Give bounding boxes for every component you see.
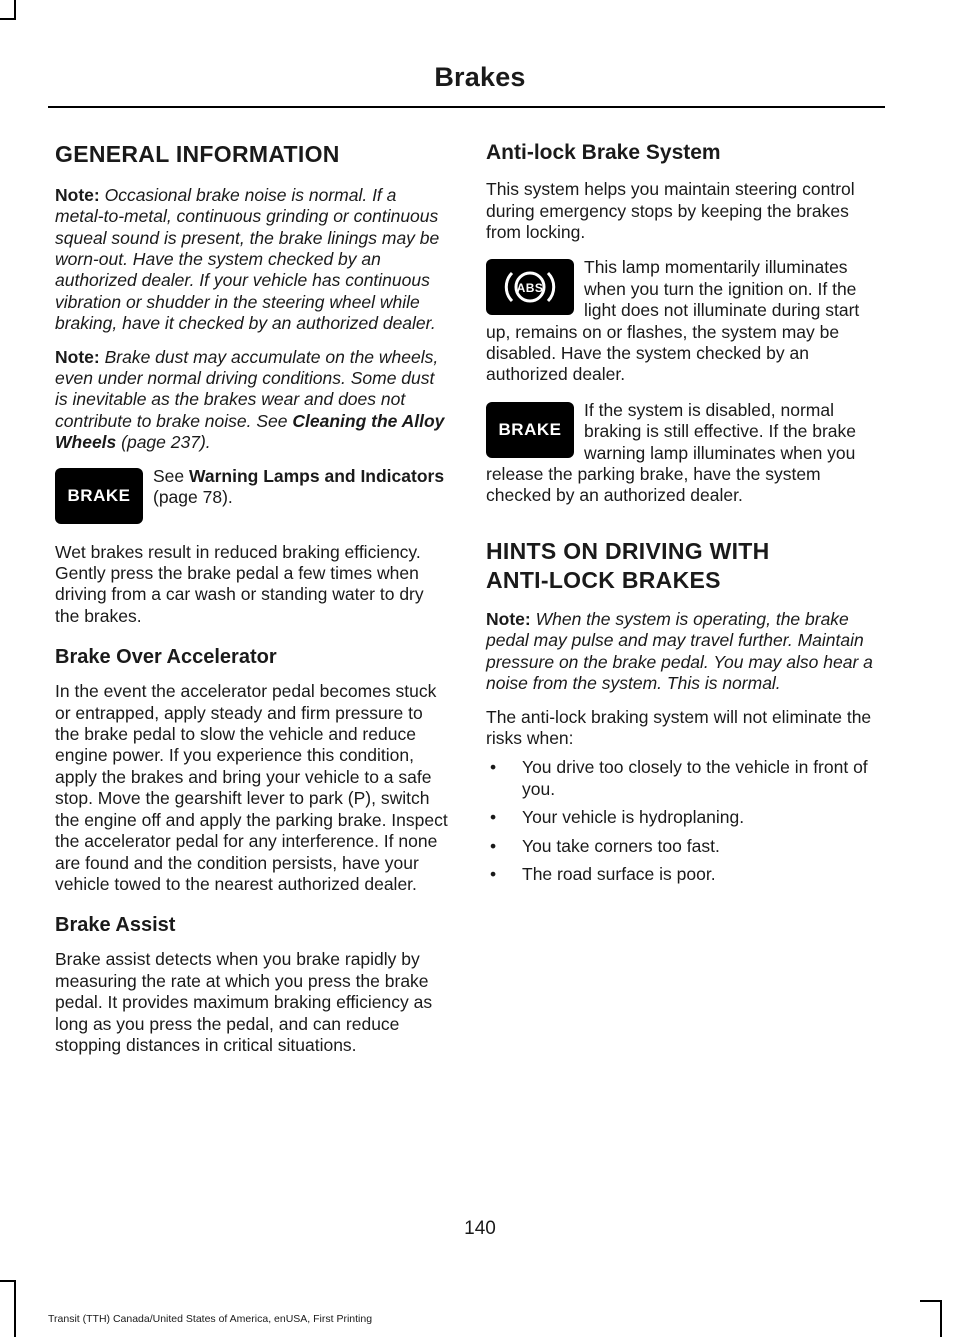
page-title: Brakes xyxy=(434,62,526,92)
brake-lamp-label: BRAKE xyxy=(498,419,562,439)
brake-over-accelerator-heading: Brake Over Accelerator xyxy=(55,646,277,669)
brake-lamp-text: If the system is disabled, normal braking is still effective. If the brake warning lamp illuminates when you release the parking brake, have the system checked by an authorized dealer. xyxy=(486,399,857,506)
page-reference: (page 78). xyxy=(153,487,233,508)
note-label: Note: xyxy=(55,184,100,205)
page-reference: (page 237). xyxy=(116,432,211,453)
crop-mark xyxy=(14,0,16,20)
brake-lamp-section xyxy=(486,400,881,507)
list-item: • You take corners too fast. xyxy=(486,836,881,857)
note-label: Note: xyxy=(486,608,531,629)
risks-intro-text: The anti-lock braking system will not eliminate the risks when: xyxy=(486,706,872,748)
note-text: Brake dust may accumulate on the wheels, even under normal driving conditions. Some dust is inevitable as the brakes wear and does not contribute to brake noise. See xyxy=(55,346,439,431)
list-item: • You drive too closely to the vehicle in front of you. xyxy=(486,757,881,800)
brake-lamp-label: BRAKE xyxy=(67,485,131,505)
crop-mark xyxy=(14,1280,16,1337)
crop-mark xyxy=(940,1300,942,1337)
abs-warning-lamp-icon xyxy=(486,259,574,315)
brake-warning-lamp-icon xyxy=(55,468,143,524)
crop-mark xyxy=(0,1280,16,1282)
abs-intro-text: This system helps you maintain steering control during emergency stops by keeping the brakes from locking. xyxy=(486,179,855,242)
footer-text: Transit (TTH) Canada/United States of America, enUSA, First Printing xyxy=(48,1313,373,1325)
wet-brakes-text: Wet brakes result in reduced braking efficiency. Gently press the brake pedal a few times when driving from a car wash or standing water to dry the brakes. xyxy=(55,541,424,626)
hints-abs-heading: HINTS ON DRIVING WITH ANTI-LOCK BRAKES xyxy=(486,537,770,593)
abs-icon xyxy=(501,264,559,310)
see-text: See xyxy=(153,465,189,486)
brake-assist-text: Brake assist detects when you brake rapidly by measuring the rate at which you press the brake pedal. It provides maximum braking efficiency as long as you press the pedal, and can reduce stopping distances in critical situations. xyxy=(55,949,433,1055)
left-column xyxy=(55,140,448,1066)
crop-mark xyxy=(0,18,16,20)
note-brake-noise xyxy=(55,185,448,335)
cleaning-alloy-wheels-link[interactable]: Cleaning the Alloy Wheels xyxy=(55,410,445,453)
warning-lamps-link[interactable]: Warning Lamps and Indicators xyxy=(189,465,445,486)
note-label: Note: xyxy=(55,346,100,367)
abs-icon-label: ABS xyxy=(516,281,544,296)
brake-assist-heading: Brake Assist xyxy=(55,914,176,937)
brake-over-accelerator-text: In the event the accelerator pedal becomes stuck or entrapped, apply steady and firm pressure to the brake pedal to slow the vehicle and reduce engine power. If you experience this condition, apply the brakes and bring your vehicle to a safe stop. Move the gearshift lever to park (P), switch the engine off and apply the parking brake. Inspect the accelerator pedal for any interference. If none are found and the condition persists, have your vehicle towed to the nearest authorized dealer. xyxy=(55,681,448,894)
risks-list xyxy=(486,757,881,885)
note-text: Occasional brake noise is normal. If a metal-to-metal, continuous grinding or continuous squeal sound is present, the brake linings may be worn-out. Have the system checked by an authorized dealer. If your vehicle has continuous vibration or shudder in the steering wheel while braking, have it checked by an authorized dealer. xyxy=(55,184,440,334)
anti-lock-brake-system-heading: Anti-lock Brake System xyxy=(486,141,721,164)
list-item: • Your vehicle is hydroplaning. xyxy=(486,807,881,828)
list-item: • The road surface is poor. xyxy=(486,864,881,885)
page-number: 140 xyxy=(464,1218,496,1239)
note-text: When the system is operating, the brake pedal may pulse and may travel further. Maintain pressure on the brake pedal. You may also hear a noise from the system. This is normal. xyxy=(486,608,873,694)
crop-mark xyxy=(920,1300,942,1302)
brake-warning-lamp-icon xyxy=(486,402,574,458)
abs-lamp-text: This lamp momentarily illuminates when you turn the ignition on. If the light does not illuminate during start up, remains on or flashes, the system may be disabled. Have the system checked by an authorized dealer. xyxy=(486,257,860,385)
abs-lamp-section xyxy=(486,257,881,385)
general-information-heading: GENERAL INFORMATION xyxy=(55,141,340,167)
note-brake-dust xyxy=(55,347,448,454)
warning-lamp-reference xyxy=(55,466,448,528)
note-abs-operating xyxy=(486,609,881,695)
header-divider xyxy=(48,106,885,108)
right-column xyxy=(486,140,881,892)
